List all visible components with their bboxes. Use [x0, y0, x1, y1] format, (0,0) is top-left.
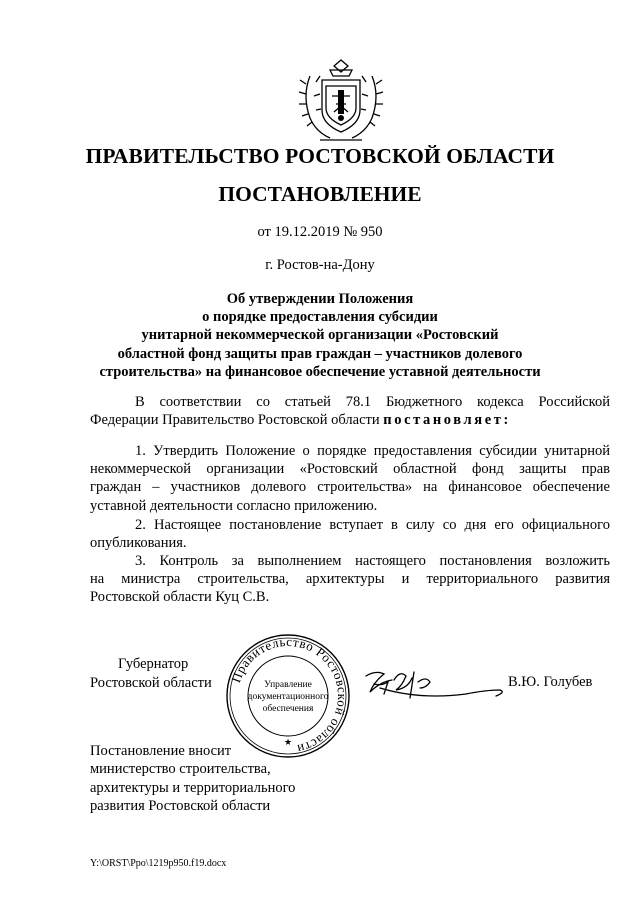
item-line: опубликования. [90, 535, 187, 552]
title-line: Об утверждении Положения [226, 291, 414, 307]
item-line: уставной деятельности согласно приложению. [90, 497, 378, 514]
introduced-by-line: Постановление вносит [90, 743, 232, 759]
preamble-paragraph [90, 393, 610, 429]
item-3-paragraph [90, 552, 610, 607]
decree-word: постановляет: [383, 412, 511, 429]
introduced-by-line: министерство строительства, [90, 761, 271, 778]
title-line: областной фонд защиты прав граждан – участников долевого [117, 345, 523, 362]
document-type: ПОСТАНОВЛЕНИЕ [218, 182, 422, 206]
position-line: Губернатор [118, 656, 189, 672]
item-1-paragraph [90, 442, 610, 515]
seal-center-line: обеспечения [262, 704, 314, 714]
document-title [0, 290, 640, 381]
seal-center-line: Управление [264, 680, 312, 690]
introduced-by [90, 742, 295, 815]
title-line: о порядке предоставления субсидии [202, 309, 438, 326]
official-seal [224, 632, 352, 760]
handwritten-signature-icon [360, 658, 510, 706]
preamble-line [90, 411, 610, 429]
item-line: некоммерческой организации «Ростовский областной фонд защиты прав [90, 461, 610, 478]
seal-center-line: документационного [247, 692, 329, 702]
item-line: 1. Утвердить Положение о порядке предоставления субсидии унитарной [135, 443, 610, 459]
title-line: унитарной некоммерческой организации «Ростовский [141, 327, 499, 344]
item-line: на министра строительства, архитектуры и территориального развития [90, 571, 610, 588]
preamble-text: Федерации Правительство Ростовской области [90, 412, 384, 429]
signatory-position [90, 655, 212, 692]
seal-ring-text: Правительство Ростовской области [228, 633, 351, 758]
item-line: 2. Настоящее постановление вступает в силу со дня его официального [135, 517, 610, 533]
item-line: 3. Контроль за выполнением настоящего постановления возложить [135, 553, 610, 569]
document-city: г. Ростов-на-Дону [265, 257, 375, 273]
title-line: строительства» на финансовое обеспечение уставной деятельности [99, 363, 541, 380]
signatory-name: В.Ю. Голубев [508, 674, 593, 690]
introduced-by-line: развития Ростовской области [90, 797, 271, 814]
preamble-line: В соответствии со статьей 78.1 Бюджетного кодекса Российской [135, 394, 610, 410]
item-line: Ростовской области Куц С.В. [90, 589, 270, 606]
document-date-number: от 19.12.2019 № 950 [257, 224, 383, 240]
government-name: ПРАВИТЕЛЬСТВО РОСТОВСКОЙ ОБЛАСТИ [85, 144, 555, 168]
item-2-paragraph [90, 516, 610, 552]
item-line: граждан – участников долевого строительства» на финансовое обеспечение [90, 479, 610, 496]
rostov-oblast-coat-of-arms-icon [296, 56, 386, 146]
seal-star-icon: ★ [283, 737, 293, 747]
position-line: Ростовской области [90, 674, 212, 691]
file-path: Y:\ORST\Ppo\1219p950.f19.docx [90, 858, 227, 869]
introduced-by-line: архитектуры и территориального [90, 779, 296, 796]
